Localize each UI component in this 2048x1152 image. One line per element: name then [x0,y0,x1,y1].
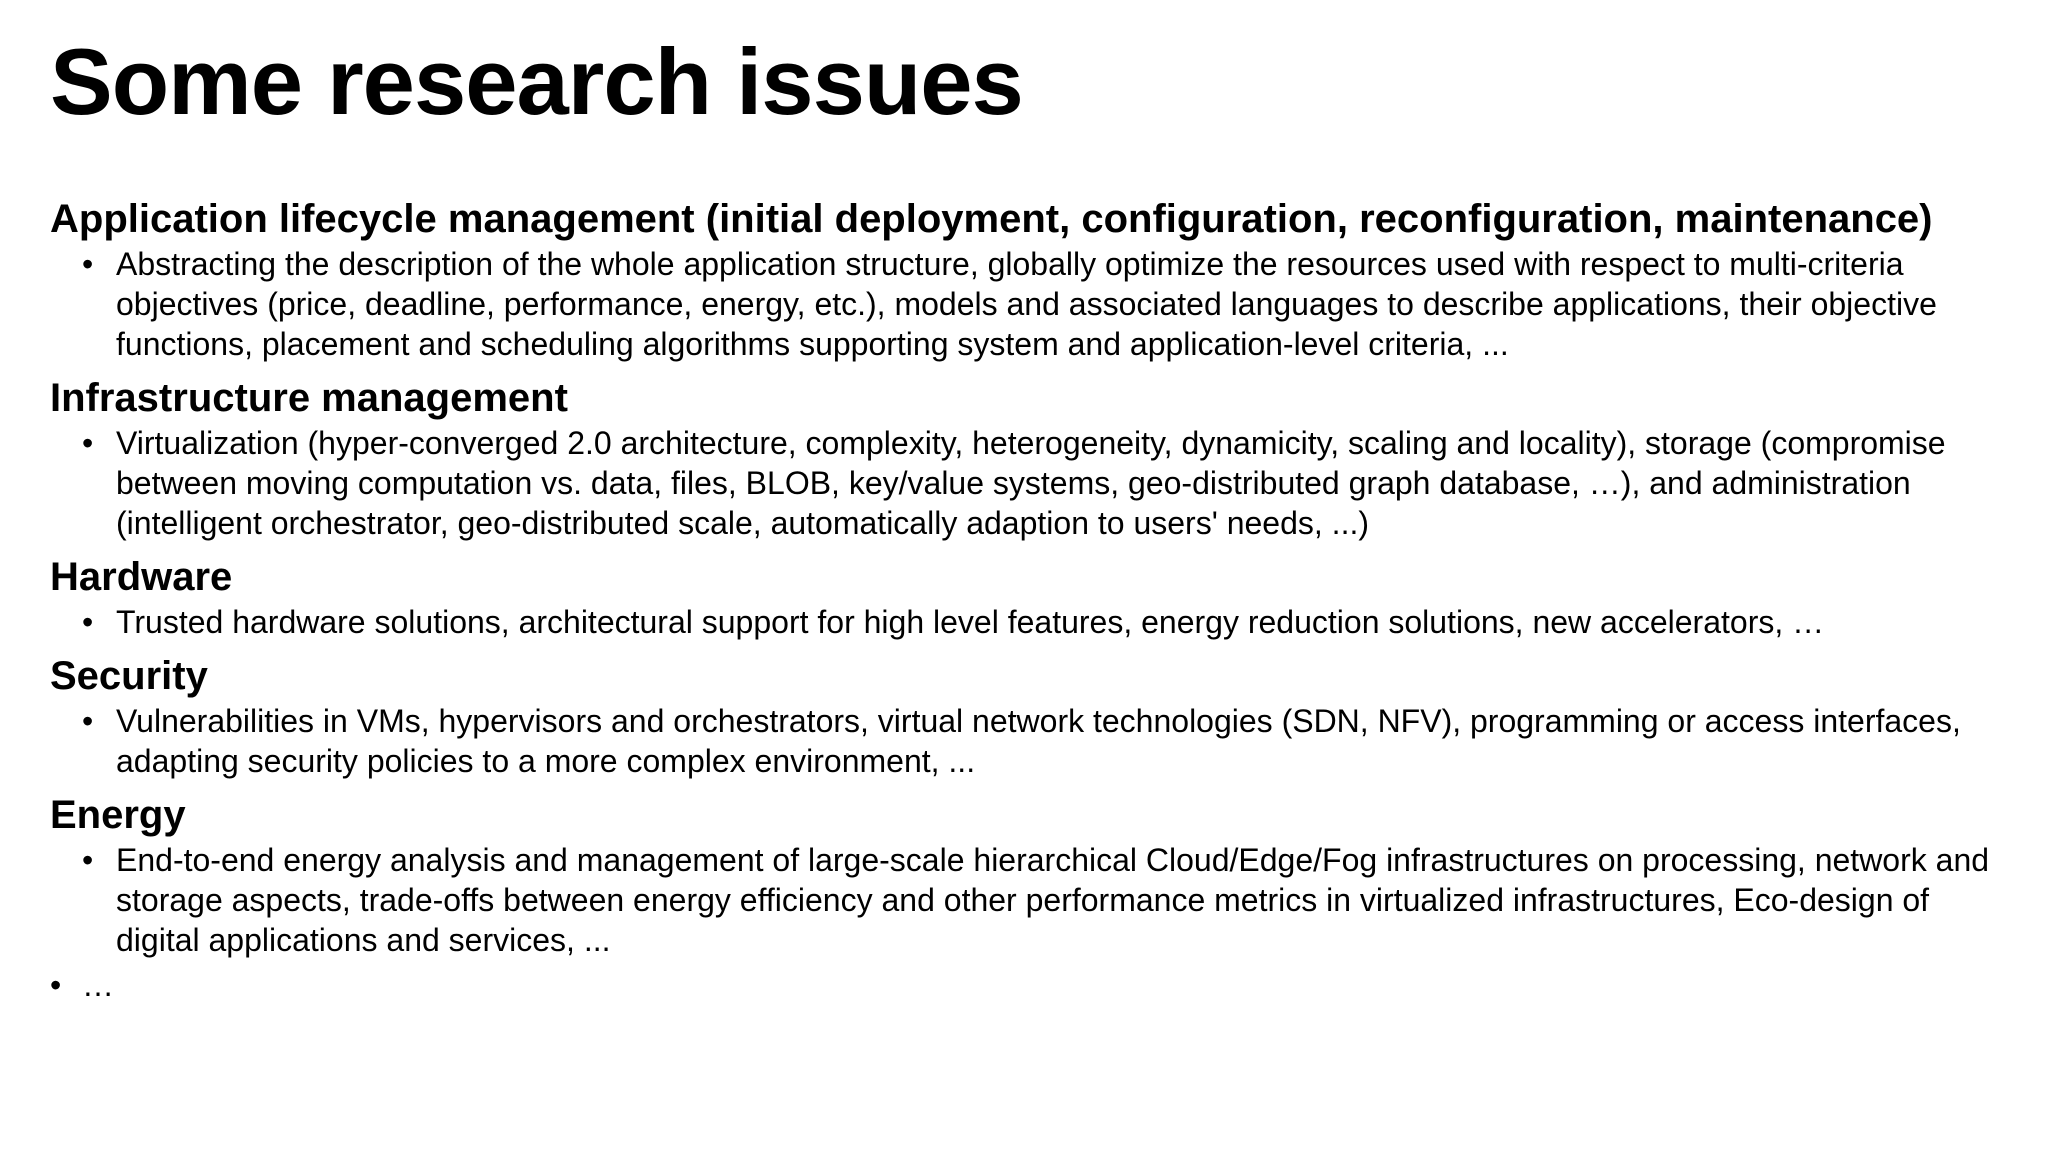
bullet-text: Trusted hardware solutions, architectural support for high level features, energy reduction solutions, new accelerators, … [116,604,1825,640]
bullet-icon: • [82,703,94,739]
section-heading: Energy [50,793,186,837]
bullet-text: … [82,967,114,1003]
section-heading: Hardware [50,555,233,599]
trailing-bullet-item [50,965,2010,1005]
bullet-icon: • [50,967,62,1003]
bullet-text: Abstracting the description of the whole application structure, globally optimize the resources used with respect to multi-criteria objectives (price, deadline, performance, energy, etc.), models and associated languages to describe applications, their objective functions, placement and scheduling algorithms supporting system and application-level criteria, ... [116,246,1937,362]
slide-title: Some research issues [50,29,1023,134]
bullet-text: Virtualization (hyper-converged 2.0 architecture, complexity, heterogeneity, dynamicity, scaling and locality), storage (compromise between moving computation vs. data, files, BLOB, key/value systems, geo-distributed graph database, …), and administration (intelligent orchestrator, geo-distributed scale, automatically adaption to users' needs, ...) [116,425,1946,541]
bullet-text: End-to-end energy analysis and management of large-scale hierarchical Cloud/Edge/Fog infrastructures on processing, network and storage aspects, trade-offs between energy efficiency and other performance metrics in virtualized infrastructures, Eco-design of digital applications and services, ... [116,842,1990,958]
slide-content [50,195,2010,1005]
bullet-icon: • [82,604,94,640]
bullet-icon: • [82,425,94,461]
section-application-lifecycle [50,195,2010,364]
section-heading: Infrastructure management [50,376,568,420]
bullet-icon: • [82,842,94,878]
bullet-text: Vulnerabilities in VMs, hypervisors and orchestrators, virtual network technologies (SDN, NFV), programming or access interfaces, adapting security policies to a more complex environment, ... [116,703,1961,779]
section-security [50,652,2010,781]
section-hardware [50,553,2010,642]
bullet-item [50,244,2010,364]
section-infrastructure-management [50,374,2010,543]
bullet-item [50,701,2010,781]
bullet-item [50,423,2010,543]
bullet-icon: • [82,246,94,282]
section-energy [50,791,2010,960]
bullet-item [50,602,2010,642]
section-heading: Application lifecycle management (initial deployment, configuration, reconfiguration, maintenance) [50,197,1933,241]
section-heading: Security [50,654,208,698]
bullet-item [50,840,2010,960]
